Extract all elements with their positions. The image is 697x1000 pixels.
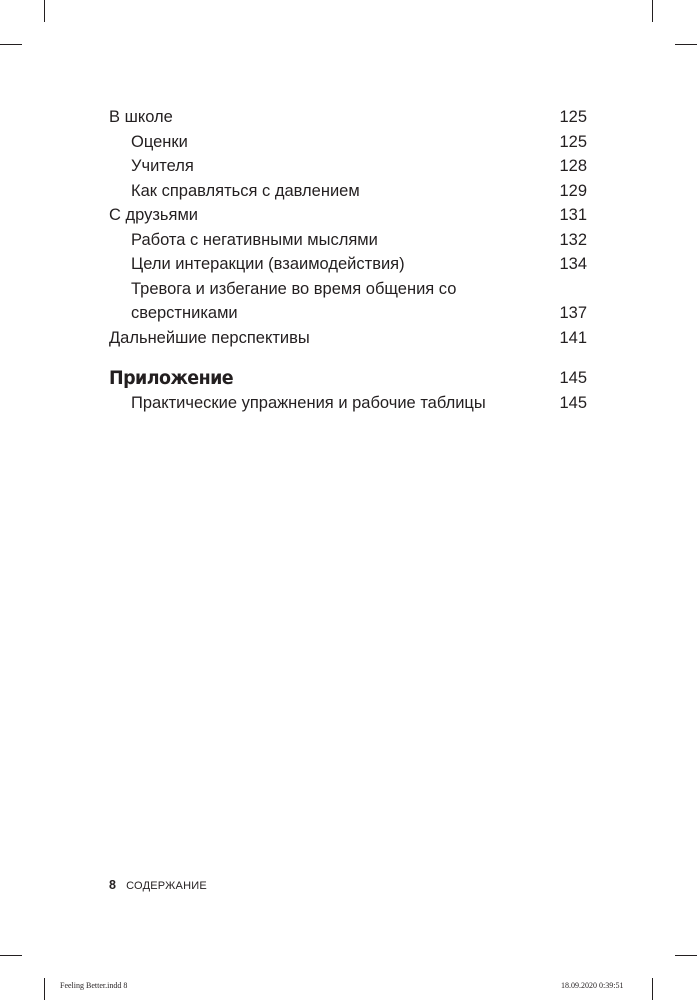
crop-mark-top-left-horizontal <box>0 44 22 45</box>
crop-mark-bottom-left-horizontal <box>0 955 22 956</box>
slug-file-info: Feeling Better.indd 8 <box>60 981 128 990</box>
toc-entry-page: 134 <box>559 255 587 273</box>
toc-entry-anxiety-and-avoidance[interactable] <box>109 277 587 326</box>
toc-entry-page: 131 <box>559 206 587 224</box>
toc-entry-page: 137 <box>559 304 587 322</box>
toc-entry-title: Тревога и избегание во время общения со сверстниками <box>131 279 457 322</box>
toc-entry-title: Дальнейшие перспективы <box>109 328 310 347</box>
toc-entry-coping-with-pressure[interactable] <box>109 179 587 204</box>
toc-entry-grades[interactable] <box>109 130 587 155</box>
toc-entry-teachers[interactable] <box>109 154 587 179</box>
toc-entry-page: 132 <box>559 230 587 249</box>
toc-entry-page: 145 <box>559 393 587 412</box>
toc-entry-negative-thoughts[interactable] <box>109 228 587 253</box>
toc-entry-at-school[interactable] <box>109 105 587 130</box>
toc-entry-future-perspectives[interactable] <box>109 326 587 351</box>
crop-mark-bottom-left <box>44 978 45 1000</box>
toc-entry-title: Учителя <box>131 157 194 175</box>
table-of-contents <box>109 105 587 415</box>
toc-entry-page: 125 <box>559 108 587 126</box>
page-number: 8 <box>109 878 117 892</box>
toc-entry-title: Работа с негативными мыслями <box>131 230 378 249</box>
toc-entry-page: 145 <box>559 369 587 387</box>
running-head: СОДЕРЖАНИЕ <box>126 880 207 892</box>
toc-section-title: Приложение <box>109 367 234 389</box>
toc-entry-interaction-goals[interactable] <box>109 252 587 277</box>
toc-entry-exercises-and-worksheets[interactable] <box>109 391 587 416</box>
crop-mark-top-right-horizontal <box>675 44 697 45</box>
crop-mark-top-left <box>44 0 45 22</box>
crop-mark-bottom-right <box>652 978 653 1000</box>
slug-timestamp: 18.09.2020 0:39:51 <box>561 981 624 990</box>
toc-entry-page: 129 <box>559 181 587 200</box>
toc-entry-title: Цели интеракции (взаимодействия) <box>131 255 405 273</box>
crop-mark-top-right <box>652 0 653 22</box>
toc-section-appendix[interactable] <box>109 366 587 391</box>
page-footer <box>109 878 207 892</box>
toc-entry-title: Практические упражнения и рабочие таблицы <box>131 393 486 412</box>
toc-entry-page: 125 <box>559 132 587 151</box>
toc-entry-title: Как справляться с давлением <box>131 181 360 200</box>
toc-entry-title: В школе <box>109 108 173 126</box>
toc-entry-page: 128 <box>559 157 587 175</box>
crop-mark-bottom-right-horizontal <box>675 955 697 956</box>
toc-entry-title: Оценки <box>131 132 188 151</box>
toc-entry-title: С друзьями <box>109 206 199 224</box>
toc-entry-page: 141 <box>559 328 587 347</box>
toc-entry-with-friends[interactable] <box>109 203 587 228</box>
